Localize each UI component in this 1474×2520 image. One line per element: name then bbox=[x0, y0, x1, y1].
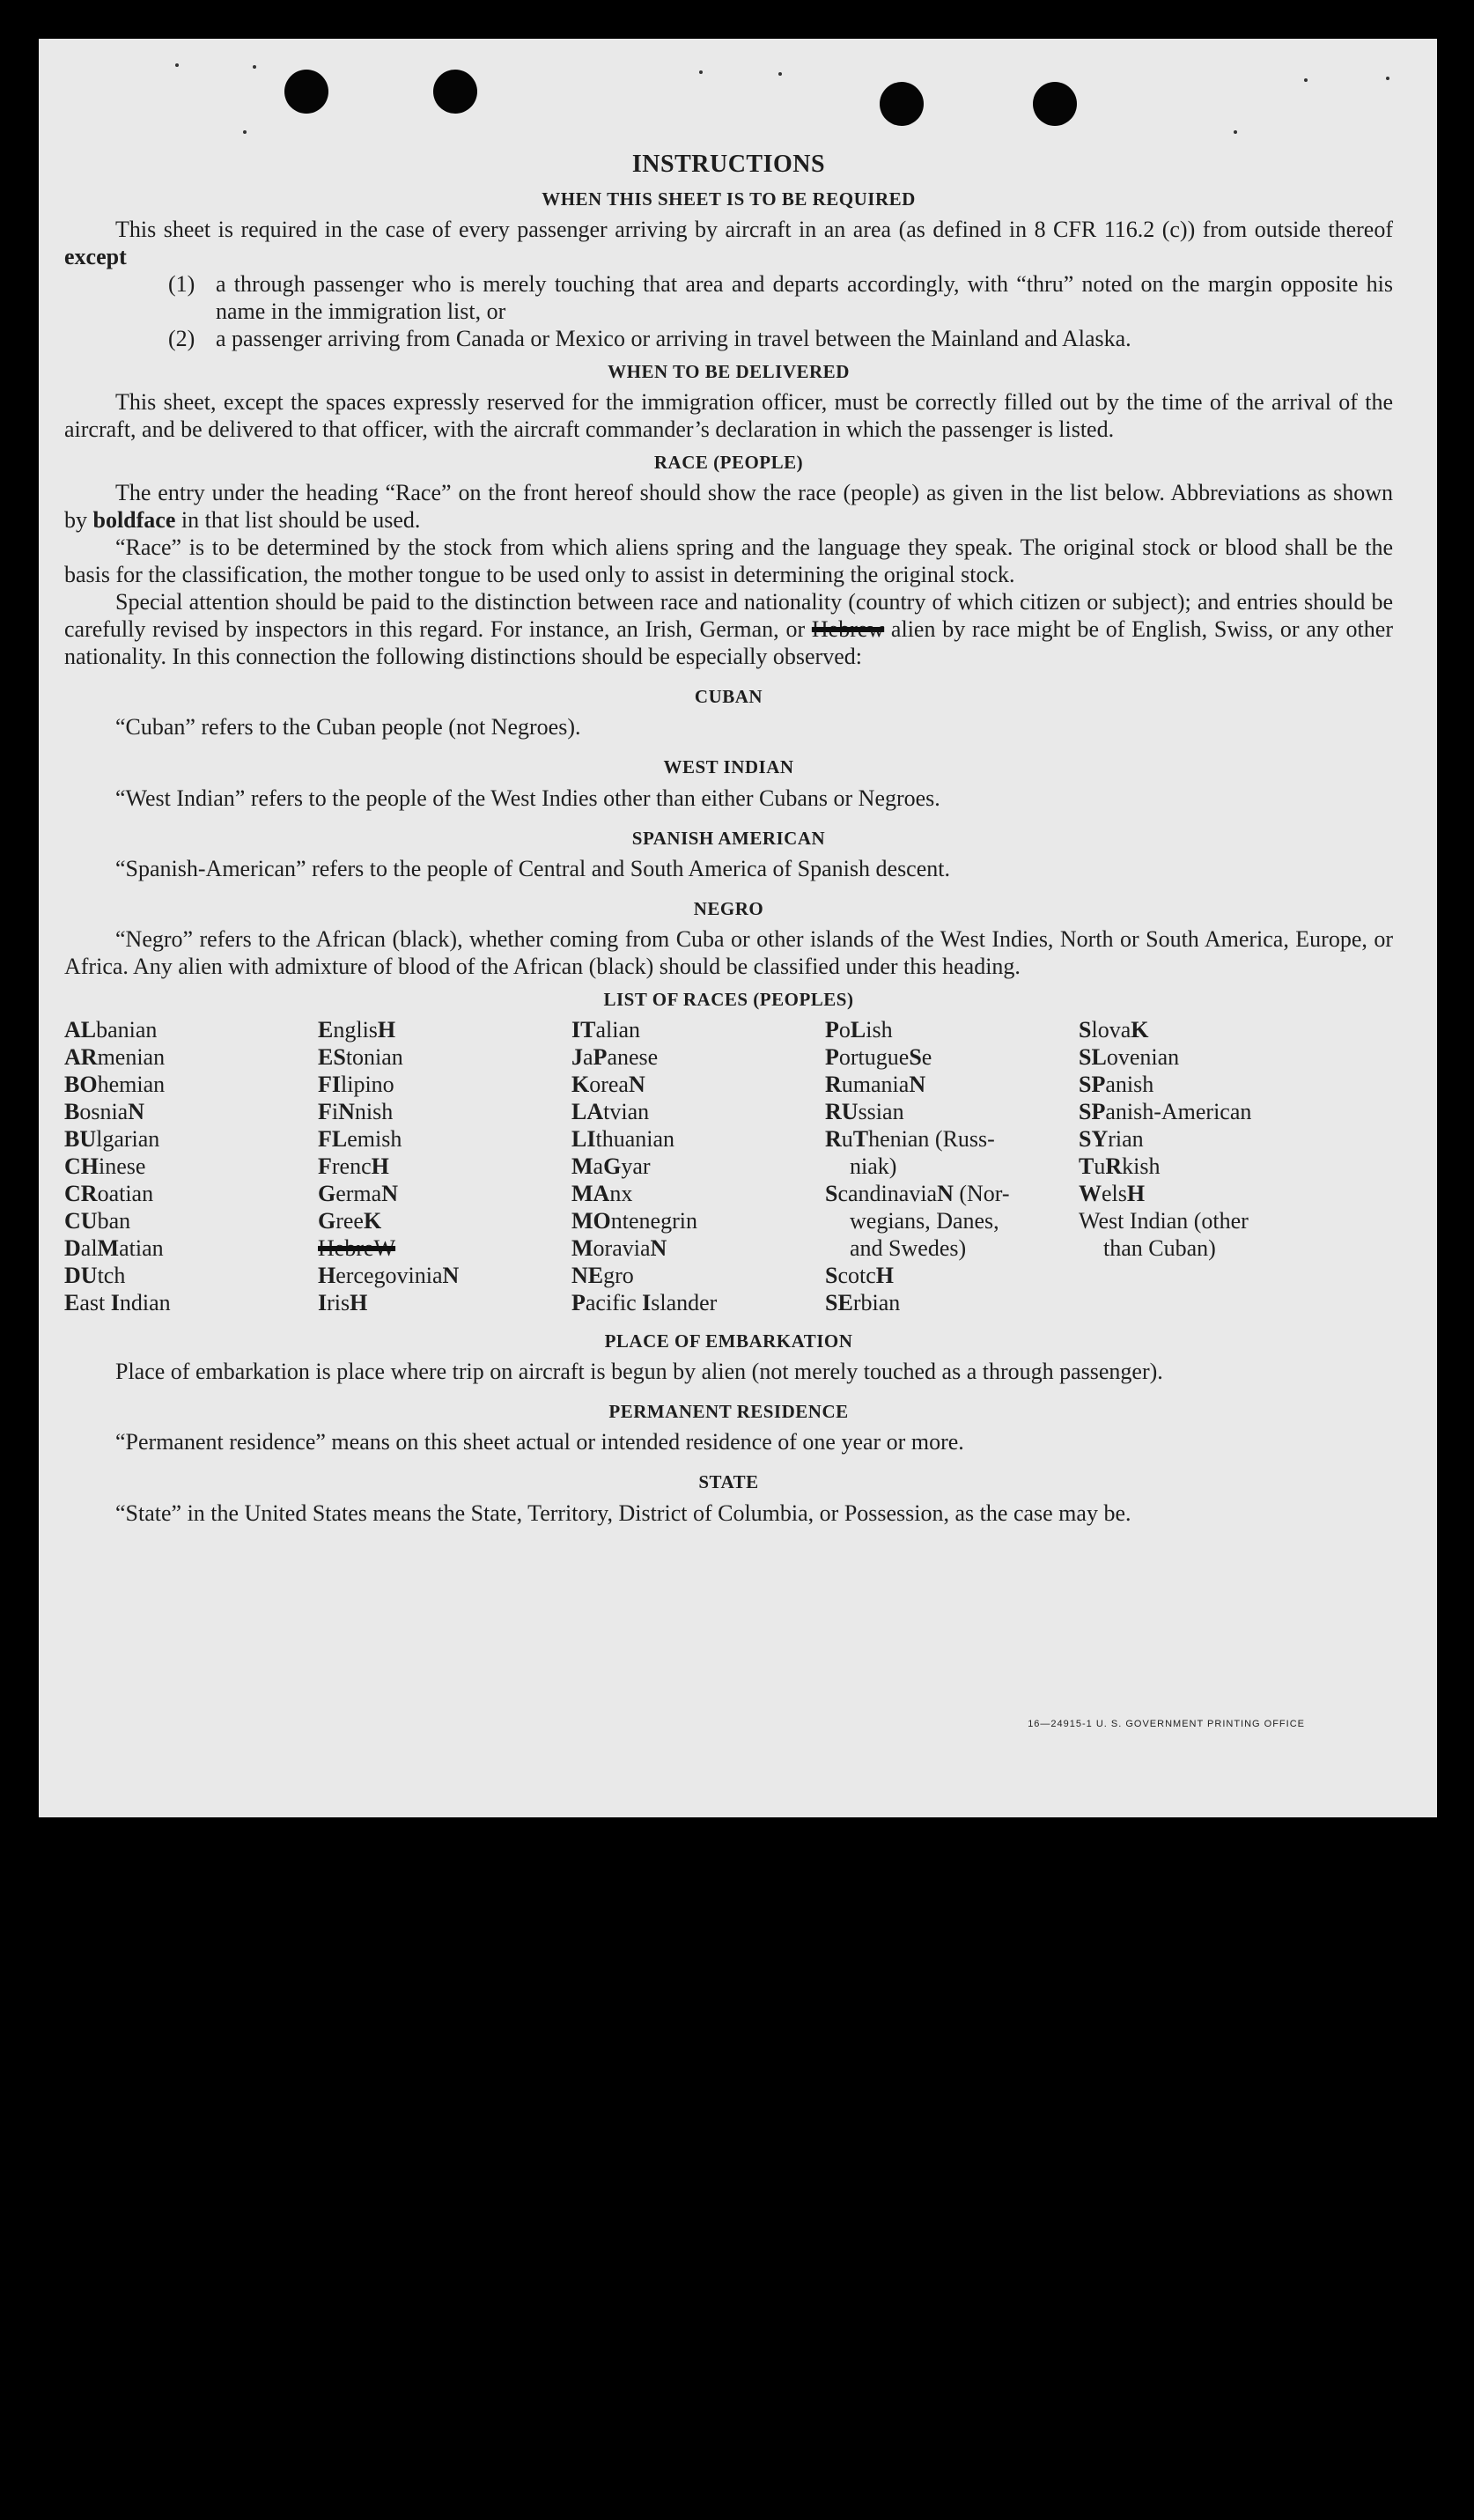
race-entry bbox=[571, 1180, 825, 1207]
text-run: Special attention should be paid to the distinction between race and nationality (country of which citizen or subject); and entries should be carefully revised by inspectors in this regard. For instance, an Irish, German, or bbox=[64, 589, 1393, 643]
text-run: alien by race might be of English, Swiss, or any other nationality. In this connection the following distinctions should be especially observed: bbox=[64, 616, 1393, 670]
race-text: henian (Russ- bbox=[868, 1126, 995, 1153]
race-text: alian bbox=[595, 1017, 640, 1043]
race-text: lgarian bbox=[96, 1126, 160, 1153]
race-text: inese bbox=[99, 1153, 146, 1180]
race-text: i bbox=[331, 1099, 339, 1125]
paragraph-embarkation: Place of embarkation is place where trip on aircraft is begun by alien (not merely touched as a through passenger). bbox=[115, 1359, 1163, 1385]
heading-race: RACE (PEOPLE) bbox=[653, 451, 804, 473]
races-column bbox=[571, 1016, 825, 1316]
race-text: than Cuban) bbox=[1103, 1235, 1216, 1262]
race-abbrev: J bbox=[571, 1044, 583, 1071]
race-abbrev: K bbox=[1131, 1017, 1149, 1043]
heading-when-delivered: WHEN TO BE DELIVERED bbox=[608, 360, 850, 382]
race-entry bbox=[64, 1289, 318, 1316]
race-text: wegians, Danes, bbox=[850, 1208, 999, 1234]
race-abbrev: CR bbox=[64, 1181, 98, 1207]
race-abbrev: N bbox=[937, 1181, 954, 1207]
race-entry bbox=[825, 1016, 1079, 1043]
race-abbrev: G bbox=[318, 1208, 336, 1234]
race-entry bbox=[64, 1262, 318, 1289]
paragraph-race-1 bbox=[64, 479, 1393, 534]
heading-state: STATE bbox=[698, 1471, 759, 1493]
punch-hole bbox=[880, 82, 924, 126]
race-abbrev: M bbox=[97, 1235, 120, 1262]
race-entry bbox=[825, 1125, 1079, 1153]
race-text: ris bbox=[327, 1290, 350, 1316]
race-abbrev: AR bbox=[64, 1044, 98, 1071]
race-text: ndian bbox=[119, 1290, 171, 1316]
item-number: (1) bbox=[168, 270, 195, 297]
paragraph-race-2: “Race” is to be determined by the stock from which aliens spring and the language they speak. The original stock or blood shall be the basis for the classification, the mother tongue to be used only to assist in determining the original stock. bbox=[64, 534, 1393, 588]
race-abbrev: FI bbox=[318, 1072, 341, 1098]
race-entry bbox=[64, 1234, 318, 1262]
race-abbrev: P bbox=[571, 1290, 586, 1316]
race-entry bbox=[64, 1043, 318, 1071]
heading-cuban: CUBAN bbox=[694, 686, 763, 708]
printing-office-note: 16—24915-1 U. S. GOVERNMENT PRINTING OFFICE bbox=[1028, 1719, 1305, 1729]
race-abbrev: SL bbox=[1079, 1044, 1107, 1071]
race-abbrev: N bbox=[628, 1072, 645, 1098]
race-abbrev: S bbox=[909, 1044, 922, 1071]
race-entry bbox=[571, 1289, 825, 1316]
speck bbox=[253, 65, 256, 69]
speck bbox=[699, 70, 703, 74]
struck-text: HebreW bbox=[318, 1235, 396, 1262]
race-text: oatian bbox=[97, 1181, 154, 1207]
race-entry bbox=[318, 1180, 571, 1207]
race-entry bbox=[825, 1207, 1079, 1234]
race-abbrev: M bbox=[571, 1153, 593, 1180]
race-text: ssian bbox=[858, 1099, 904, 1125]
race-abbrev: W bbox=[1079, 1181, 1102, 1207]
race-abbrev: B bbox=[64, 1099, 80, 1125]
paragraph-state: “State” in the United States means the State, Territory, District of Columbia, or Possession, as the case may be. bbox=[115, 1499, 1131, 1526]
item-number: (2) bbox=[168, 325, 195, 351]
paragraph-race-3 bbox=[64, 588, 1393, 670]
race-entry bbox=[1079, 1180, 1332, 1207]
race-text: cotc bbox=[837, 1263, 876, 1289]
race-abbrev: H bbox=[875, 1263, 895, 1289]
race-abbrev: L bbox=[850, 1017, 866, 1043]
race-entry bbox=[318, 1234, 571, 1262]
race-abbrev: I bbox=[110, 1290, 120, 1316]
item-text: a passenger arriving from Canada or Mexico or arriving in travel between the Mainland and Alaska. bbox=[216, 325, 1131, 351]
race-text: tch bbox=[97, 1263, 126, 1289]
race-abbrev: P bbox=[825, 1044, 839, 1071]
race-text: slander bbox=[651, 1290, 718, 1316]
race-text: e bbox=[921, 1044, 932, 1071]
race-entry bbox=[825, 1043, 1079, 1071]
speck bbox=[1304, 78, 1308, 82]
race-entry bbox=[1079, 1153, 1332, 1180]
race-abbrev: LA bbox=[571, 1099, 604, 1125]
race-text: ast bbox=[79, 1290, 111, 1316]
race-abbrev: G bbox=[603, 1153, 622, 1180]
race-text: ntenegrin bbox=[610, 1208, 697, 1234]
text-run: This sheet is required in the case of every passenger arriving by aircraft in an area (as defined in 8 CFR 116.2 (c)) from outside thereof bbox=[115, 216, 1393, 242]
race-abbrev: MA bbox=[571, 1181, 610, 1207]
race-abbrev: N bbox=[909, 1072, 926, 1098]
race-abbrev: SP bbox=[1079, 1099, 1106, 1125]
race-abbrev: S bbox=[1079, 1017, 1092, 1043]
heading-list-of-races: LIST OF RACES (PEOPLES) bbox=[603, 988, 854, 1010]
text-run: The entry under the heading “Race” on the front hereof should show the race (people) as given in the list below. Abbreviations as shown by bbox=[64, 480, 1393, 534]
race-text: lipino bbox=[341, 1072, 394, 1098]
race-entry bbox=[64, 1153, 318, 1180]
race-text: emish bbox=[347, 1126, 402, 1153]
race-text: kish bbox=[1122, 1153, 1161, 1180]
heading-west-indian: WEST INDIAN bbox=[663, 756, 794, 778]
race-abbrev: ES bbox=[318, 1044, 346, 1071]
race-text: orea bbox=[589, 1072, 629, 1098]
paragraph-west-indian: “West Indian” refers to the people of the West Indies other than either Cubans or Negroes. bbox=[115, 785, 940, 811]
race-entry bbox=[318, 1043, 571, 1071]
race-abbrev: S bbox=[825, 1181, 838, 1207]
race-text: menian bbox=[97, 1044, 166, 1071]
heading-spanish-american: SPANISH AMERICAN bbox=[631, 827, 826, 849]
races-column bbox=[64, 1016, 318, 1316]
race-text: ercegovinia bbox=[335, 1263, 443, 1289]
race-entry bbox=[825, 1234, 1079, 1262]
race-text: oravia bbox=[593, 1235, 651, 1262]
race-entry bbox=[64, 1071, 318, 1098]
race-abbrev: SP bbox=[1079, 1072, 1106, 1098]
race-abbrev: NE bbox=[571, 1263, 604, 1289]
race-abbrev: T bbox=[852, 1126, 869, 1153]
race-abbrev: MO bbox=[571, 1208, 611, 1234]
race-abbrev: IT bbox=[571, 1017, 596, 1043]
race-entry bbox=[1079, 1016, 1332, 1043]
heading-residence: PERMANENT RESIDENCE bbox=[608, 1401, 849, 1423]
race-abbrev: E bbox=[64, 1290, 80, 1316]
race-text: niak) bbox=[850, 1153, 897, 1180]
paragraph-cuban: “Cuban” refers to the Cuban people (not Negroes). bbox=[115, 714, 581, 741]
race-abbrev: CU bbox=[64, 1208, 98, 1234]
race-entry bbox=[571, 1262, 825, 1289]
race-text: and Swedes) bbox=[850, 1235, 967, 1262]
race-abbrev: N bbox=[128, 1099, 145, 1125]
race-text: ish bbox=[866, 1017, 893, 1043]
race-text: a bbox=[583, 1044, 593, 1071]
item-text: a through passenger who is merely touching that area and departs accordingly, with “thru” noted on the margin opposite his name in the immigration list, or bbox=[216, 270, 1393, 324]
race-text: ree bbox=[335, 1208, 364, 1234]
race-entry bbox=[1079, 1207, 1332, 1234]
race-abbrev: R bbox=[1105, 1153, 1123, 1180]
race-entry bbox=[1079, 1098, 1332, 1125]
speck bbox=[1386, 77, 1389, 80]
race-abbrev: M bbox=[571, 1235, 593, 1262]
race-abbrev: CH bbox=[64, 1153, 99, 1180]
race-entry bbox=[318, 1207, 571, 1234]
paragraph-when-delivered: This sheet, except the spaces expressly reserved for the immigration officer, must be correctly filled out by the time of the arrival of the aircraft, and be delivered to that officer, with the aircraft commander’s declaration in which the passenger is listed. bbox=[64, 388, 1393, 442]
list-item bbox=[64, 325, 1393, 352]
race-text: tvian bbox=[603, 1099, 650, 1125]
race-text: umania bbox=[841, 1072, 910, 1098]
race-entry bbox=[1079, 1071, 1332, 1098]
race-abbrev: N bbox=[650, 1235, 667, 1262]
race-abbrev: H bbox=[371, 1153, 389, 1180]
text-run-bold: except bbox=[64, 243, 127, 269]
race-entry bbox=[64, 1016, 318, 1043]
race-entry bbox=[571, 1207, 825, 1234]
race-text: lova bbox=[1091, 1017, 1131, 1043]
race-abbrev: N bbox=[442, 1263, 460, 1289]
race-abbrev: R bbox=[825, 1126, 842, 1153]
race-entry bbox=[571, 1125, 825, 1153]
speck bbox=[243, 130, 247, 134]
race-text: (Nor- bbox=[953, 1181, 1010, 1207]
race-text: rian bbox=[1108, 1126, 1144, 1153]
race-abbrev: E bbox=[318, 1017, 334, 1043]
race-abbrev: P bbox=[825, 1017, 839, 1043]
race-abbrev: K bbox=[571, 1072, 590, 1098]
list-item bbox=[64, 270, 1393, 325]
race-text: banian bbox=[96, 1017, 158, 1043]
race-entry bbox=[318, 1016, 571, 1043]
sheet-content bbox=[64, 150, 1393, 1527]
race-text: osnia bbox=[79, 1099, 129, 1125]
races-column bbox=[825, 1016, 1079, 1316]
race-entry bbox=[571, 1043, 825, 1071]
race-abbrev: R bbox=[825, 1072, 842, 1098]
race-abbrev: N bbox=[381, 1181, 398, 1207]
race-text: rbian bbox=[852, 1290, 901, 1316]
race-entry bbox=[571, 1153, 825, 1180]
race-abbrev: AL bbox=[64, 1017, 97, 1043]
race-text: ovenian bbox=[1106, 1044, 1180, 1071]
race-text: thuanian bbox=[595, 1126, 674, 1153]
race-abbrev: I bbox=[318, 1290, 328, 1316]
races-table bbox=[64, 1016, 1393, 1316]
race-abbrev: LI bbox=[571, 1126, 596, 1153]
speck bbox=[175, 63, 179, 67]
heading-embarkation: PLACE OF EMBARKATION bbox=[604, 1330, 853, 1352]
race-abbrev: G bbox=[318, 1181, 336, 1207]
punch-hole bbox=[1033, 82, 1077, 126]
punch-hole bbox=[433, 70, 477, 114]
race-text: erma bbox=[335, 1181, 382, 1207]
race-text: anish-American bbox=[1105, 1099, 1252, 1125]
speck bbox=[778, 72, 782, 76]
race-abbrev: N bbox=[338, 1099, 355, 1125]
race-entry bbox=[571, 1016, 825, 1043]
race-text: a bbox=[593, 1153, 604, 1180]
race-entry bbox=[1079, 1234, 1332, 1262]
race-abbrev: I bbox=[642, 1290, 652, 1316]
speck bbox=[1234, 130, 1237, 134]
race-abbrev: DU bbox=[64, 1263, 98, 1289]
race-entry bbox=[64, 1207, 318, 1234]
race-abbrev: FL bbox=[318, 1126, 348, 1153]
race-entry bbox=[64, 1180, 318, 1207]
race-text: o bbox=[838, 1017, 851, 1043]
race-entry bbox=[571, 1071, 825, 1098]
race-abbrev: K bbox=[363, 1208, 382, 1234]
race-text: u bbox=[841, 1126, 853, 1153]
race-entry bbox=[318, 1289, 571, 1316]
heading-negro: NEGRO bbox=[693, 897, 764, 919]
race-entry bbox=[318, 1262, 571, 1289]
race-entry bbox=[318, 1098, 571, 1125]
paragraph-when-required bbox=[64, 216, 1393, 270]
heading-when-required: WHEN THIS SHEET IS TO BE REQUIRED bbox=[542, 188, 916, 210]
race-text: hemian bbox=[97, 1072, 166, 1098]
race-text: nx bbox=[609, 1181, 633, 1207]
race-text: gro bbox=[603, 1263, 634, 1289]
race-text: renc bbox=[331, 1153, 372, 1180]
race-abbrev: H bbox=[377, 1017, 396, 1043]
instruction-sheet bbox=[39, 39, 1437, 1817]
race-abbrev: H bbox=[318, 1263, 336, 1289]
race-entry bbox=[64, 1125, 318, 1153]
race-entry bbox=[825, 1289, 1079, 1316]
race-entry bbox=[825, 1071, 1079, 1098]
race-abbrev: BO bbox=[64, 1072, 98, 1098]
race-text: nish bbox=[354, 1099, 394, 1125]
paragraph-spanish-american: “Spanish-American” refers to the people of Central and South America of Spanish descent. bbox=[115, 855, 950, 881]
race-text: nglis bbox=[333, 1017, 378, 1043]
race-abbrev: T bbox=[1079, 1153, 1094, 1180]
race-abbrev: BU bbox=[64, 1126, 97, 1153]
race-text: els bbox=[1102, 1181, 1127, 1207]
race-abbrev: P bbox=[593, 1044, 608, 1071]
race-abbrev: SY bbox=[1079, 1126, 1109, 1153]
race-abbrev: SE bbox=[825, 1290, 853, 1316]
race-text: acific bbox=[585, 1290, 643, 1316]
race-abbrev: S bbox=[825, 1263, 838, 1289]
text-run: in that list should be used. bbox=[175, 507, 421, 534]
race-entry bbox=[571, 1234, 825, 1262]
race-abbrev: RU bbox=[825, 1099, 859, 1125]
race-abbrev: F bbox=[318, 1099, 332, 1125]
race-text: candinavia bbox=[837, 1181, 938, 1207]
struck-text: Hebrew bbox=[811, 616, 885, 643]
race-entry bbox=[64, 1098, 318, 1125]
race-entry bbox=[825, 1262, 1079, 1289]
race-text: tonian bbox=[345, 1044, 403, 1071]
race-text: u bbox=[1094, 1153, 1106, 1180]
race-entry bbox=[571, 1098, 825, 1125]
race-text: ban bbox=[97, 1208, 131, 1234]
race-entry bbox=[318, 1125, 571, 1153]
race-text: anish bbox=[1105, 1072, 1154, 1098]
text-run-bold: boldface bbox=[92, 507, 176, 534]
race-entry bbox=[825, 1153, 1079, 1180]
race-text: yar bbox=[621, 1153, 651, 1180]
race-entry bbox=[318, 1153, 571, 1180]
race-entry bbox=[318, 1071, 571, 1098]
race-entry bbox=[1079, 1125, 1332, 1153]
races-column bbox=[1079, 1016, 1332, 1316]
races-column bbox=[318, 1016, 571, 1316]
race-text: al bbox=[80, 1235, 98, 1262]
paragraph-negro: “Negro” refers to the African (black), whether coming from Cuba or other islands of the West Indies, North or South America, Europe, or Africa. Any alien with admixture of blood of the African (black) should be classified under this heading. bbox=[64, 925, 1393, 979]
race-entry bbox=[825, 1098, 1079, 1125]
race-abbrev: F bbox=[318, 1153, 332, 1180]
race-text: ortugue bbox=[838, 1044, 910, 1071]
punch-hole bbox=[284, 70, 328, 114]
paragraph-residence: “Permanent residence” means on this sheet actual or intended residence of one year or more. bbox=[115, 1429, 964, 1455]
page-title: INSTRUCTIONS bbox=[631, 151, 826, 178]
race-entry bbox=[825, 1180, 1079, 1207]
race-entry bbox=[1079, 1043, 1332, 1071]
race-text: atian bbox=[119, 1235, 164, 1262]
race-text: anese bbox=[607, 1044, 659, 1071]
race-text: West Indian (other bbox=[1079, 1208, 1249, 1234]
race-abbrev: H bbox=[1126, 1181, 1146, 1207]
race-abbrev: H bbox=[350, 1290, 368, 1316]
race-abbrev: D bbox=[64, 1235, 81, 1262]
